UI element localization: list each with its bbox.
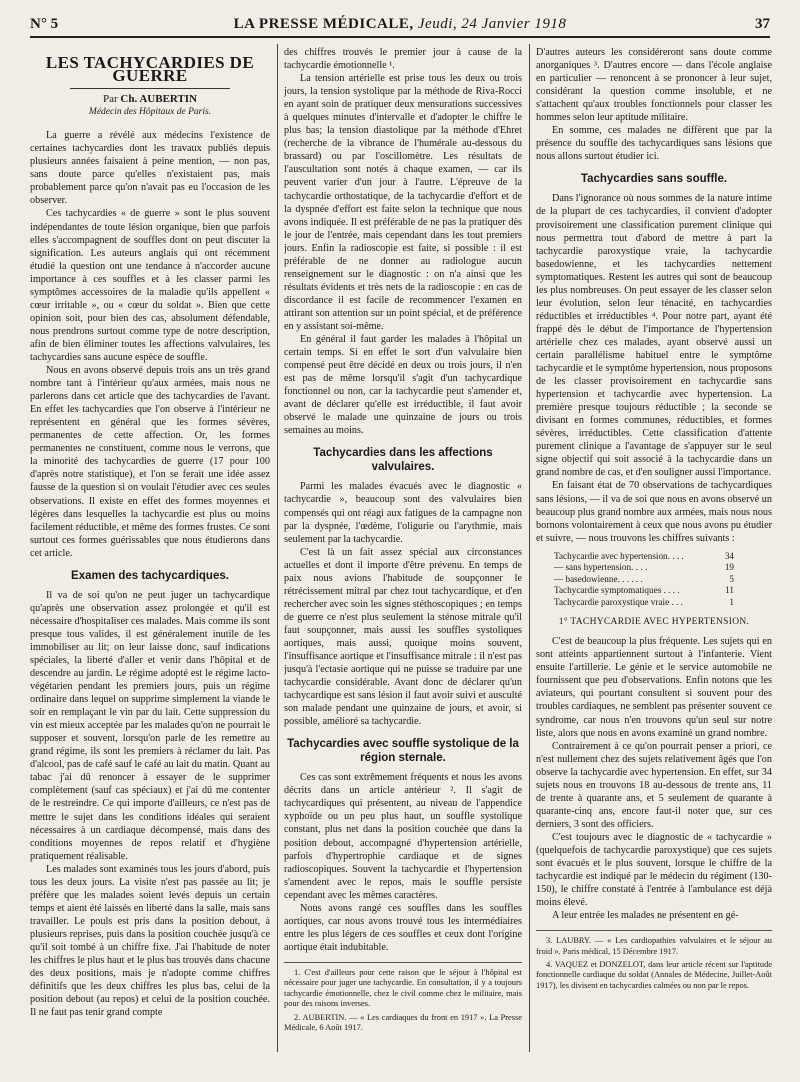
paragraph: La guerre a révélé aux médecins l'existence de certaines tachycardies dont les travaux publiés depuis plusieurs années faisaient à peine mention, — non pas, sans doute parce qu'elles n'existaient pas, mais probablement parce qu'on n'avait pas eu l'occasion de les observer. bbox=[30, 130, 270, 207]
paragraph: Contrairement à ce qu'on pourrait penser a priori, ce n'est nullement chez des sujets relativement âgés que l'on observe la tachycardie avec hypertension. En effet, sur 34 sujets nous en trouvons 18 au-dessous de trente ans, 11 de trente à quarante ans, et 5 seulement de quarante à quarante-cinq ans, encore faut-il noter que, sur ces derniers, 3 sont des officiers. bbox=[536, 740, 772, 830]
author-affiliation: Médecin des Hôpitaux de Paris. bbox=[88, 107, 212, 118]
paragraph: A leur entrée les malades ne présentent en gé- bbox=[552, 910, 739, 922]
section-heading: Tachycardies avec souffle systolique de la région sternale. bbox=[287, 738, 519, 765]
stat-row bbox=[554, 562, 734, 574]
footnote: 4. VAQUEZ et DONZELOT, dans leur article récent sur l'aptitude fonctionnelle cardiaque du soldat (Annales de Médecine, Juillet-Août 1917), les divisent en tachycardies calmées ou non par le repos. bbox=[536, 960, 772, 990]
author-prefix: Par bbox=[102, 93, 118, 106]
paragraph: En général il faut garder les malades à l'hôpital un certain temps. Si en effet le sort d'un valvulaire bien compensé peut être décidé en deux ou trois jours, il n'en est pas de même lorsqu'il s'agit d'un tachycardique fonctionnel ou non, car la tachycardie peut s'amender et, avant de déclarer qu'elle est irréductible, il faut avoir observé le malade une quinzaine de jours ou trois semaines au moins. bbox=[284, 334, 522, 437]
paragraph: La tension artérielle est prise tous les deux ou trois jours, la tension systolique par la méthode de Riva-Rocci en ayant soin de pratiquer deux mensurations successives à quelques minutes d'intervalle et d'adopter le chiffre le plus bas; la tension diastolique par la méthode d'Ehret (recherche de la vibrance de l'humérale au-dessous du brassard) ou par l'oscillomètre. Les résultats de l'auscultation sont notés à chaque examen, — car ils peuvent varier d'un jour à l'autre. L'épreuve de la tachycardie orthostatique, de la tachycardie d'effort et de la dyspnée d'effort est faite selon la technique que nous avons indiquée. Il est préférable de ne pas la pratiquer dès le jour de l'entrée, mais cependant dans les tout premiers jours. Enfin la radioscopie est faite, si possible : il est préférable de ne donner au radiologue aucun renseignement sur le diagnostic : on n'a ainsi que les résultats évidents et très nets de la radioscopie : en cas de discordance il est facile de recommencer l'examen en attirant son attention sur un point spécial, et de préférence en y assistant soi-même. bbox=[284, 73, 522, 332]
column-2 bbox=[284, 46, 522, 1054]
stat-value: 1 bbox=[729, 596, 734, 607]
footnote: 1. C'est d'ailleurs pour cette raison que le séjour à l'hôpital est nécessaire pour juger une tachycardie. En consultation, il y a toujours tachycardie émotionnelle, chez le civil comme chez le militaire, mais pour des raisons inverses. bbox=[284, 967, 522, 1009]
paragraph: Il va de soi qu'on ne peut juger un tachycardique qu'après une observation assez prolongée et qu'il est nécessaire d'hospitaliser ces malades. Mais comme ils sont presque tous valides, il est généralement inutile de les immobiliser au lit; on leur laisse donc, sauf indications spéciales, la liberté d'aller et venir dans l'hôpital et de descendre au jardin. Le régime adopté est le régime lacto-végétarien pendant les premiers jours, puis un régime ordinaire dans lequel on supprime simplement la viande le soir en remplaçant le vin par du lait. Cette suppression du vin est mieux acceptée par les malades qu'on ne pourrait le supposer et souvent, lorsqu'on parle de les remettre au grand régime, ils sont les premiers à réclamer du lait. Pas d'alcool, pas de café sauf le café au lait du matin. Quant au tabac j'ai dû renoncer à essayer de le supprimer complètement (sauf cas spéciaux) et j'ai dû me contenter de le restreindre. Ce qui importe d'ailleurs, ce n'est pas de mettre le sujet dans les conditions idéales qui seraient nécessaires à un cardiaque décompensé, mais dans des conditions moyennes de repos relatif et d'hygiène pratiquement réalisable. bbox=[30, 589, 270, 862]
section-heading: Tachycardies sans souffle. bbox=[580, 173, 728, 186]
footnotes bbox=[536, 930, 772, 991]
stat-value: 19 bbox=[724, 562, 734, 573]
paragraph: C'est de beaucoup la plus fréquente. Les sujets qui en sont atteints appartiennent surtout à l'infanterie. Vient ensuite l'artillerie. Le génie et le service automobile ne fournissent que peu d'observations. Enfin notons que les aviateurs, qui pourtant consultent si souvent pour des troubles cardiaques, ne semblent pas présenter souvent ce syndrome, car nous n'en trouvons qu'un seul sur notre liste, alors que nous en avons examiné un grand nombre. bbox=[536, 636, 772, 739]
paragraph: C'est toujours avec le diagnostic de « tachycardie » (quelquefois de tachycardie paroxystique) que ces sujets sont évacués et le plus souvent, lorsque le chiffre de la tachycardie est indiqué par le médecin du régiment (130-150), le chiffre constaté à l'entrée à l'ambulance est déjà moins élevé. bbox=[536, 831, 772, 909]
paragraph: Ces tachycardies « de guerre » sont le plus souvent indépendantes de toute lésion organique, bien que parfois elles s'accompagnent de souffles dont on peut discuter la signification. Les auteurs anglais qui ont récemment étudié la question ont une tendance à n'accorder aucune importance à ces souffles et à les classer parmi les symptômes accessoires de la maladie qu'ils appellent « cœur irritable », ou « cœur du soldat ». Bien que cette opinion soit, pour bien des cas, absolument défendable, nous prendrons surtout comme type de notre description, afin de bien éliminer toutes les affections valvulaires, les tachycardies sans aucune espèce de souffle. bbox=[30, 208, 270, 363]
column-divider bbox=[277, 44, 278, 1052]
masthead-date: Jeudi, 24 Janvier 1918 bbox=[417, 16, 567, 32]
masthead bbox=[30, 16, 770, 33]
stat-label: Tachycardie avec hypertension. . . . bbox=[554, 550, 684, 561]
stat-value: 34 bbox=[724, 550, 734, 561]
column-3 bbox=[536, 46, 772, 1054]
paragraph: En faisant état de 70 observations de tachycardiques sans lésions, — il va de soi que nous en avons observé un beaucoup plus grand nombre aux armées, mais nous nous bornons volontairement à ceux que nous avons pu étudier et suivre, — nous trouvons les chiffres suivants : bbox=[536, 480, 772, 544]
footnotes bbox=[284, 962, 522, 1033]
footnote: 3. LAUBRY. — « Les cardiopathies valvulaires et le séjour au froid ». Paris médical, 15 Décembre 1917. bbox=[536, 936, 772, 956]
article-author bbox=[30, 93, 270, 106]
paragraph: Parmi les malades évacués avec le diagnostic « tachycardie », beaucoup sont des valvulaires bien compensés qui ont réagi aux fatigues de la campagne non par la dyspnée, l'œdème, l'oligurie ou l'arythmie, mais seulement par la tachycardie. bbox=[284, 481, 522, 545]
column-divider bbox=[529, 44, 530, 1052]
stat-label: — sans hypertension. . . . bbox=[554, 562, 648, 573]
paragraph: Nous avons rangé ces souffles dans les souffles aortiques, car nous avons trouvé tous les intermédiaires entre les plus légers de ces souffles et ceux dont l'origine aortique était indubitable. bbox=[284, 902, 522, 953]
stat-value: 11 bbox=[725, 585, 734, 596]
paragraph: C'est là un fait assez spécial aux circonstances actuelles et dont il importe d'être prévenu. En temps de paix nous avions l'habitude de soupçonner le rétrécissement mitral par chez tout tachycardique, et d'en rechercher avec soin les signes stéthoscopiques ; en temps de guerre ce n'est plus seulement la sténose mitrale qu'il faut soupçonner, mais aussi les souffles systoliques aortiques, mais aussi, quoique moins souvent, l'insuffisance aortique et l'insuffisance mitrale : il n'est pas jusqu'à l'ectasie aortique qui ne puisse se traduire par une tachycardie considérable. Avant donc de déclarer qu'un tachycardique est sans lésion il faut avoir suivi et ausculté son malade pendant une quinzaine de jours, et avoir, si possible, amélioré sa tachycardie. bbox=[284, 546, 522, 728]
subsection-heading: 1° TACHYCARDIE AVEC HYPERTENSION. bbox=[558, 617, 750, 628]
section-heading: Examen des tachycardiques. bbox=[71, 569, 229, 582]
page-number: 37 bbox=[755, 16, 770, 32]
paragraph: D'autres auteurs les considéreront sans doute comme anorganiques ³. D'autres encore — dans l'école anglaise en particulier — renoncent à se prononcer à leur sujet, considérant la question comme insoluble, et ne s'attachent qu'aux troubles fonctionnels pour classer les hommes selon leur aptitude militaire. bbox=[536, 47, 772, 124]
stat-label: — basedowienne. . . . . . bbox=[554, 573, 643, 584]
section-heading: Tachycardies dans les affections valvulaires. bbox=[313, 447, 493, 474]
stat-label: Tachycardie symptomatiques . . . . bbox=[554, 585, 680, 596]
footnote: 2. AUBERTIN. — « Les cardiaques du front en 1917 ». La Presse Médicale, 6 Août 1917. bbox=[284, 1012, 522, 1032]
stat-label: Tachycardie paroxystique vraie . . . bbox=[554, 596, 683, 607]
title-divider bbox=[70, 88, 230, 89]
column-1 bbox=[30, 46, 270, 1054]
article-title: LES TACHYCARDIES DE GUERRE bbox=[45, 53, 255, 86]
issue-number: N° 5 bbox=[30, 16, 59, 32]
masthead-title: LA PRESSE MÉDICALE, bbox=[233, 16, 414, 32]
paragraph: Les malades sont examinés tous les jours d'abord, puis tous les deux jours. La visite n'est pas passée au lit; je préfère que les malades soient levés depuis un certain temps et aient été laissés en liberté dans la salle, mais sans travailler. Le pouls est pris dans la position debout, à plusieurs reprises, puis dans la position couchée jusqu'à ce qu'il soit tombé à un chiffre fixe. J'ai l'habitude de noter les chiffres le plus haut et le plus bas trouvés dans chacune des deux positions, mais je n'adopte comme chiffres définitifs que les deux chiffres les plus bas, celui de la position debout (au repos) et celui de la position couchée. Il ne faut pas tenir grand compte bbox=[30, 863, 270, 1019]
statistics-table bbox=[554, 551, 772, 609]
paragraph: Ces cas sont extrêmement fréquents et nous les avons décrits dans un article antérieur ². Il s'agit de tachycardiques qui présentent, au niveau de l'appendice xyphoïde ou un peu plus haut, un souffle systolique constant, plus net dans la position couchée que dans la position debout, accompagné d'hypertension artérielle, parfois d'hypertrophie cardiaque et de signes radioscopiques. Souvent la tachycardie et l'hypertension s'amendent avec le repos, mais le souffle persiste cependant avec les mêmes caractères. bbox=[284, 772, 522, 901]
stat-row bbox=[554, 551, 734, 563]
stat-row bbox=[554, 585, 734, 597]
stat-value: 5 bbox=[729, 573, 734, 584]
author-name: Ch. AUBERTIN bbox=[120, 93, 198, 106]
page-header bbox=[30, 14, 770, 38]
paragraph: Dans l'ignorance où nous sommes de la nature intime de la plupart de ces tachycardies, il convient d'adopter provisoirement une classification purement clinique qui nous permettra tout d'abord de mettre à part la tachycardie paroxystique vraie, la tachycardie basedowienne, et les tachycardies nettement symptomatiques. Restent les autres qui sont de beaucoup les plus nombreuses. On peut essayer de les classer selon leur évolution, selon leur ténacité, en tachycardies réductibles et irréductibles ⁴. Pour notre part, ayant été frappé dès le début de l'importance de l'hypertension artérielle chez ces malades, ayant observé aussi un certain parallélisme habituel entre le symptôme tachycardie et le symptôme hypertension, nous proposons de les classer provisoirement en tachycardie sans hypertension et tachycardie avec hypertension. La première presque toujours réductible ; la seconde se divisant en formes communes, réductibles, et formes sévères, irréductibles. Cette classification d'attente purement clinique a l'avantage de s'appuyer sur le seul signe objectif qui soit associé à la tachycardie dans un grand nombre de cas, et d'en souligner aussi l'importance. bbox=[536, 193, 772, 479]
stat-row bbox=[554, 597, 734, 609]
stat-row bbox=[554, 574, 734, 586]
paragraph: En somme, ces malades ne diffèrent que par la présence du souffle des tachycardiques sans lésions que nous allons surtout étudier ici. bbox=[536, 125, 772, 163]
paragraph: Nous en avons observé depuis trois ans un très grand nombre tant à l'intérieur qu'aux armées, mais nous ne parlerons dans cet article que des tachycardies de l'avant. En effet les tachycardies que l'on observe à l'intérieur ne représentent en général que les formes sévères, permanentes de cette affection. Or, les formes permanentes ne constituent, comme nous le verrons, que la minorité des tachycardies de guerre (17 pour 100 d'après notre statistique), et l'on se ferait une idée assez fausse de la question si on voulait l'étudier avec ces seules observations. Il existe en effet des formes moyennes et légères dans lesquelles la tachycardie est plus ou moins facilement réductible, et même des formes frustes. Ce sont surtout ces formes guérissables que nous étudierons dans cet article. bbox=[30, 365, 270, 559]
paragraph: des chiffres trouvés le premier jour à cause de la tachycardie émotionnelle ¹. bbox=[284, 47, 522, 72]
